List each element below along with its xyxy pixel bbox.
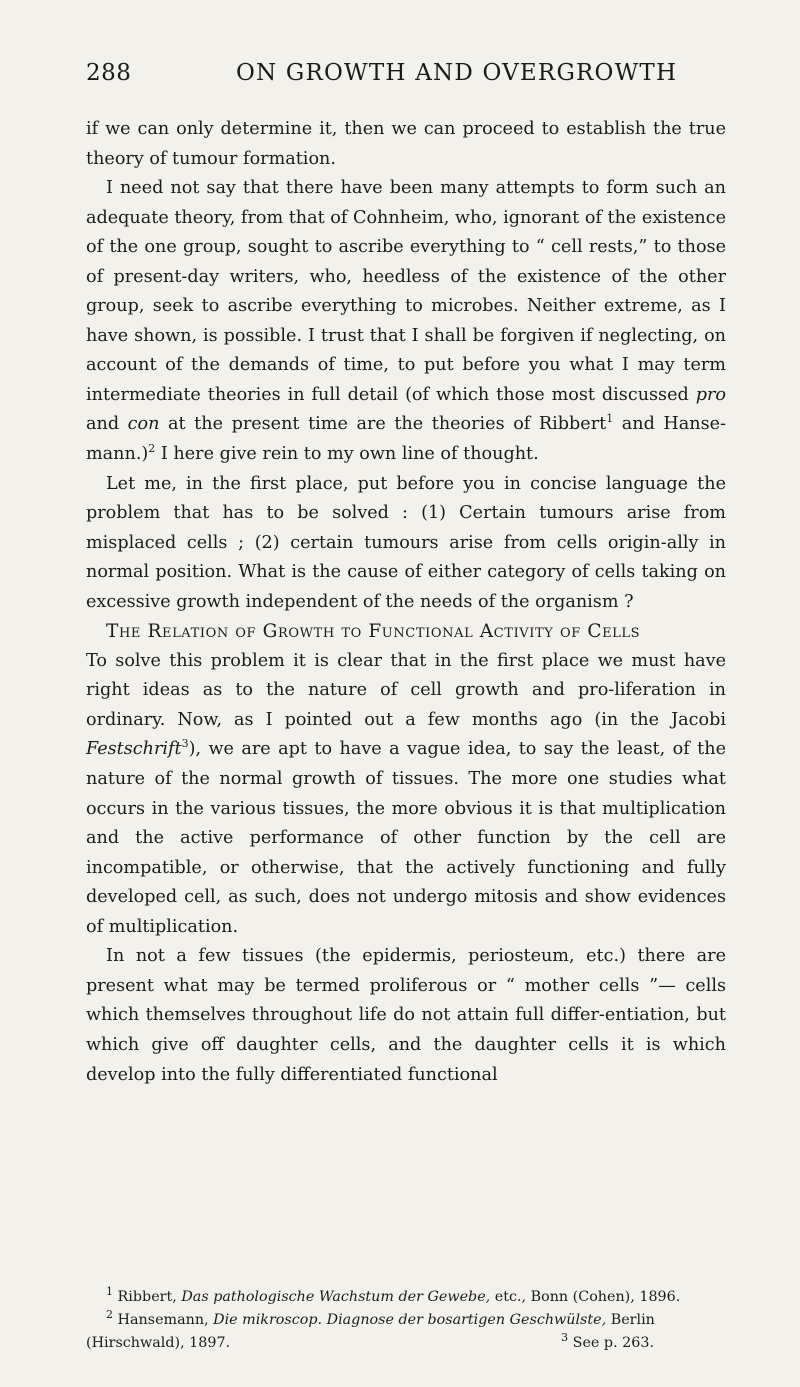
- footnote-3-number: 3: [561, 1331, 569, 1345]
- footnote-3-text: See p. 263.: [568, 1335, 654, 1351]
- paragraph-4-text-b: ), we are apt to have a vague idea, to say the least, of the nature of the normal growth of tissues. The more one studies what occurs in the various tissues, the more obvious it is that multiplication and the active performance of other function by the cell are incompatible, or otherwise, that the actively functioning and fully developed cell, as such, does not undergo mitosis and show evidences of multiplication.: [86, 739, 726, 937]
- footnote-3: [561, 1332, 654, 1355]
- italic-pro: pro: [695, 384, 726, 405]
- running-head: ON GROWTH AND OVERGROWTH: [236, 60, 678, 86]
- footnote-2-number: 2: [106, 1308, 113, 1322]
- footnote-2: [86, 1309, 726, 1332]
- paragraph-4-text-a: To solve this problem it is clear that in the first place we must have right ideas as to the nature of cell growth and pro-liferation in ordinary. Now, as I pointed out a few months ago (in the Jacobi: [86, 650, 726, 730]
- footnote-1-rest: etc., Bonn (Cohen), 1896.: [490, 1289, 681, 1305]
- paragraph-2-text-c: and Hanse-mann.): [86, 414, 726, 465]
- paragraph-2-and: and: [86, 414, 128, 435]
- footnote-2-title: Die mikroscop. Diagnose der bosartigen Geschwülste,: [213, 1312, 607, 1328]
- footnote-ref-1: 1: [606, 412, 614, 426]
- footnote-ref-2: 2: [148, 442, 156, 456]
- footnotes: [86, 1286, 726, 1355]
- footnote-row: [86, 1332, 726, 1355]
- footnote-1-title: Das pathologische Wachstum der Gewebe,: [181, 1289, 491, 1305]
- paragraph-2-text-d: I here give rein to my own line of thought.: [155, 444, 539, 465]
- paragraph-3: Let me, in the first place, put before you in concise language the problem that has to be solved : (1) Certain tumours arise from misplaced cells ; (2) certain tumours arise from cells origin-ally in normal position. What is the cause of either category of cells taking on excessive growth independent of the needs of the organism ?: [86, 473, 726, 612]
- footnote-2-rest: Berlin: [606, 1312, 655, 1328]
- section-heading: The Relation of Growth to Functional Activity of Cells: [106, 621, 641, 643]
- footnote-ref-3: 3: [181, 737, 189, 751]
- paragraph-4: [86, 647, 726, 942]
- paragraph-5: In not a few tissues (the epidermis, periosteum, etc.) there are present what may be termed proliferous or “ mother cells ”— cells which themselves throughout life do not attain full differ-entiation, but which give off daughter cells, and the daughter cells it is which develop into the fully differentiated functional: [86, 946, 726, 1085]
- page-header: [86, 60, 726, 92]
- body-text: [86, 115, 726, 1090]
- footnote-1-number: 1: [106, 1285, 113, 1299]
- footnote-1: [86, 1286, 726, 1309]
- footnote-2-publisher: (Hirschwald), 1897.: [86, 1335, 231, 1351]
- paragraph-2: [86, 174, 726, 469]
- footnote-1-author: Ribbert,: [117, 1289, 182, 1305]
- italic-festschrift: Festschrift: [86, 739, 182, 760]
- italic-con: con: [127, 414, 160, 435]
- page-number: 288: [86, 60, 132, 86]
- paragraph-1: if we can only determine it, then we can proceed to establish the true theory of tumour formation.: [86, 119, 726, 169]
- paragraph-2-text-b: at the present time are the theories of Ribbert: [159, 414, 607, 435]
- paragraph-2-text-a: I need not say that there have been many attempts to form such an adequate theory, from that of Cohnheim, who, ignorant of the existence of the one group, sought to ascribe everything to “ cell rests,” to those of present-day writers, who, heedless of the existence of the other group, seek to ascribe everything to microbes. Neither extreme, as I have shown, is possible. I trust that I shall be forgiven if neglecting, on account of the demands of time, to put before you what I may term intermediate theories in full detail (of which those most discussed: [86, 178, 726, 405]
- footnote-2-author: Hansemann,: [117, 1312, 214, 1328]
